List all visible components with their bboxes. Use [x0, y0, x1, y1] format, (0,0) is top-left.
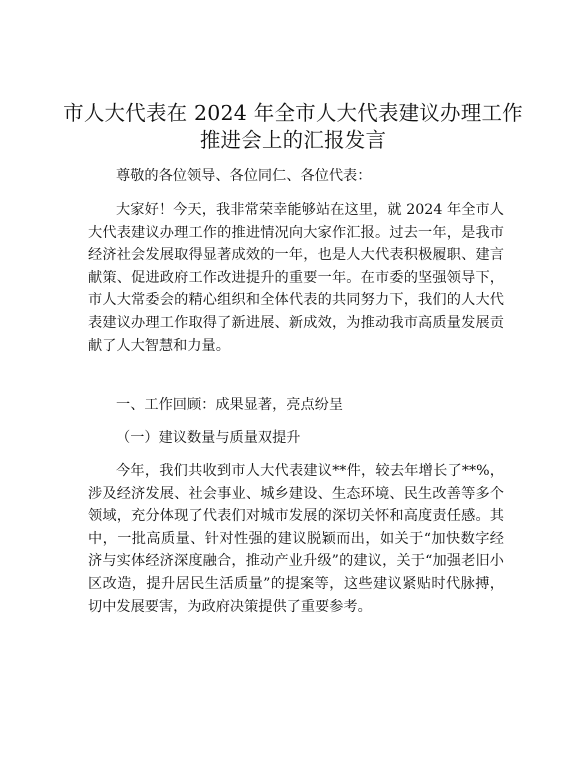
document-title: 市人大代表在 2024 年全市人大代表建议办理工作推进会上的汇报发言 [63, 101, 523, 152]
subsection-heading: （一）建议数量与质量双提升 [116, 430, 301, 446]
opening-paragraph: 大家好！今天，我非常荣幸能够站在这里，就 2024 年全市人大代表建议办理工作的推进情况向大家作汇报。过去一年，是我市经济社会发展取得显著成效的一年，也是人大代表积极履职、建言献策、促进政府工作改进提升的重要一年。在市委的坚强领导下，市人大常委会的精心组织和全体代表的共同努力下，我们的人大代表建议办理工作取得了新进展、新成效，为推动我市高质量发展贡献了人大智慧和力量。 [88, 202, 504, 354]
salutation: 尊敬的各位领导、各位同仁、各位代表： [116, 168, 372, 184]
section-heading: 一、工作回顾：成果显著，亮点纷呈 [116, 397, 344, 413]
body-paragraph: 今年，我们共收到市人大代表建议**件，较去年增长了**%，涉及经济发展、社会事业、城乡建设、生态环境、民生改善等多个领域，充分体现了代表们对城市发展的深切关怀和高度责任感。其中，一批高质量、针对性强的建议脱颖而出，如关于“加快数字经济与实体经济深度融合，推动产业升级”的建议，关于“加强老旧小区改造，提升居民生活质量”的提案等，这些建议紧贴时代脉搏，切中发展要害，为政府决策提供了重要参考。 [88, 463, 504, 615]
